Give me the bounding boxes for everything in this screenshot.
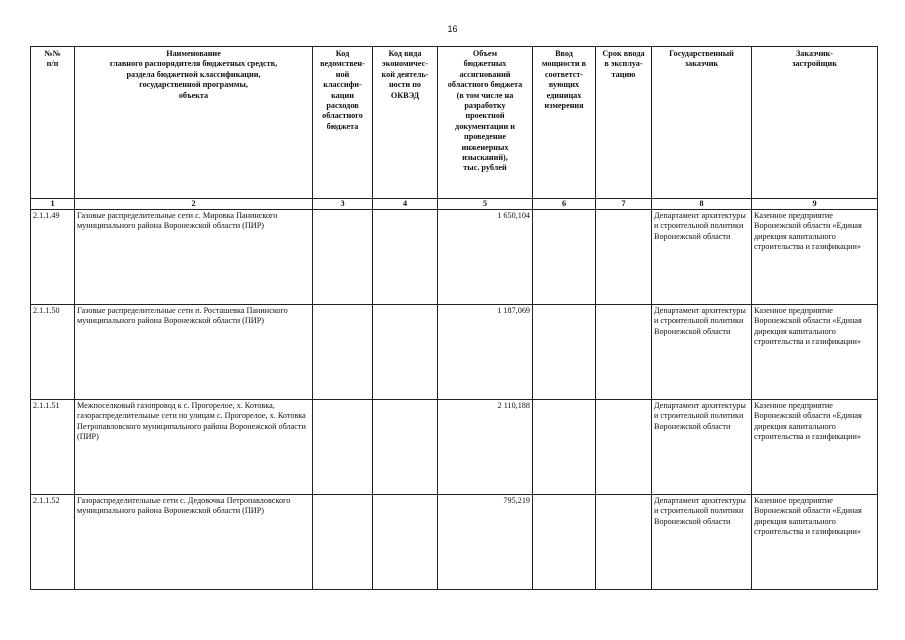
header-text-line: измерения	[544, 101, 584, 111]
row-number-cell: 2.1.1.50	[31, 305, 75, 400]
code-okved-cell	[373, 400, 438, 495]
column-number: 7	[596, 199, 652, 210]
commissioning-term-cell	[596, 400, 652, 495]
column-number: 9	[752, 199, 878, 210]
header-cell-name	[75, 47, 313, 199]
header-text-line: ОКВЭД	[390, 90, 420, 100]
header-text-line: государственной программы,	[139, 80, 248, 90]
commissioning-term-cell	[596, 305, 652, 400]
header-text-line: классифи-	[323, 80, 362, 90]
header-text-line: экономичес-	[382, 59, 428, 69]
column-number: 3	[313, 199, 373, 210]
budget-amount-cell: 795,219	[438, 495, 533, 590]
code-okved-cell	[373, 210, 438, 305]
header-text-line: ведомствен-	[320, 59, 365, 69]
column-number: 6	[533, 199, 596, 210]
header-text-line: застройщик	[792, 59, 837, 69]
header-text-line: документации и	[455, 121, 515, 131]
header-row	[31, 47, 878, 199]
code-vedom-cell	[313, 400, 373, 495]
header-cell-capacity	[533, 47, 596, 199]
developer-customer-cell: Казенное предприятие Воронежской области «Единая дирекция капитального строительства и газификации»	[752, 210, 878, 305]
header-cell-num	[31, 47, 75, 199]
code-okved-cell	[373, 305, 438, 400]
state-customer-cell: Департамент архитектуры и строительной политики Воронежской области	[652, 210, 752, 305]
state-customer-cell: Департамент архитектуры и строительной политики Воронежской области	[652, 400, 752, 495]
header-text-line: мощности в	[541, 59, 587, 69]
header-text-line: тацию	[611, 69, 636, 79]
header-text-line: областного	[322, 111, 363, 121]
header-cell-code-vedom	[313, 47, 373, 199]
budget-amount-cell: 1 187,069	[438, 305, 533, 400]
header-text-line: Код	[335, 49, 350, 58]
table-row	[31, 305, 878, 400]
code-vedom-cell	[313, 495, 373, 590]
header-text-line: изысканий),	[462, 153, 508, 163]
header-cell-developer	[752, 47, 878, 199]
column-number-row	[31, 199, 878, 210]
commissioning-term-cell	[596, 495, 652, 590]
code-vedom-cell	[313, 305, 373, 400]
header-text-line: кой деятель-	[381, 69, 429, 79]
code-vedom-cell	[313, 210, 373, 305]
object-name-cell: Межпоселковый газопровод к с. Прогорелое, х. Котовка, газораспределительные сети по улицам с. Прогорелое, х. Котовка Петропавловского муниципального района Воронежской области (ПИР)	[75, 400, 313, 495]
capacity-cell	[533, 210, 596, 305]
header-text-line: тыс. рублей	[463, 163, 507, 173]
header-text-line: ассигнований	[459, 69, 511, 79]
header-text-line: Ввод	[555, 49, 573, 58]
column-number: 5	[438, 199, 533, 210]
header-text-line: заказчик	[684, 59, 719, 69]
header-text-line: разработку	[464, 101, 506, 111]
header-text-line: Наименование	[166, 49, 221, 58]
object-name-cell: Газораспределительные сети с. Дедовочка Петропавловского муниципального района Воронежской области (ПИР)	[75, 495, 313, 590]
column-number: 2	[75, 199, 313, 210]
header-text-line: проведение	[464, 132, 506, 142]
header-text-line: Государственный	[669, 49, 734, 58]
commissioning-term-cell	[596, 210, 652, 305]
budget-amount-cell: 2 110,188	[438, 400, 533, 495]
header-text-line: вующих	[548, 80, 580, 90]
header-text-line: п/п	[46, 59, 59, 69]
state-customer-cell: Департамент архитектуры и строительной политики Воронежской области	[652, 495, 752, 590]
header-text-line: бюджетных	[463, 59, 507, 69]
state-customer-cell: Департамент архитектуры и строительной политики Воронежской области	[652, 305, 752, 400]
page-number: 16	[447, 24, 458, 34]
column-number: 8	[652, 199, 752, 210]
header-text-line: раздела бюджетной классификации,	[126, 69, 261, 79]
capacity-cell	[533, 400, 596, 495]
capacity-cell	[533, 305, 596, 400]
table-row	[31, 210, 878, 305]
header-text-line: бюджета	[326, 121, 359, 131]
row-number-cell: 2.1.1.52	[31, 495, 75, 590]
header-text-line: Заказчик-	[795, 49, 833, 58]
column-number: 4	[373, 199, 438, 210]
header-text-line: областного бюджета	[447, 80, 523, 90]
object-name-cell: Газовые распределительные сети п. Росташевка Панинского муниципального района Воронежской области (ПИР)	[75, 305, 313, 400]
row-number-cell: 2.1.1.49	[31, 210, 75, 305]
table-body	[31, 210, 878, 590]
header-text-line: главного распорядителя бюджетных средств,	[109, 59, 278, 69]
header-text-line: Код вида	[388, 49, 422, 58]
header-text-line: расходов	[326, 101, 359, 111]
header-text-line: соответст-	[544, 69, 584, 79]
budget-amount-cell: 1 650,104	[438, 210, 533, 305]
developer-customer-cell: Казенное предприятие Воронежской области «Единая дирекция капитального строительства и газификации»	[752, 400, 878, 495]
header-text-line: единицах	[546, 90, 582, 100]
table-row	[31, 400, 878, 495]
developer-customer-cell: Казенное предприятие Воронежской области «Единая дирекция капитального строительства и газификации»	[752, 305, 878, 400]
row-number-cell: 2.1.1.51	[31, 400, 75, 495]
header-text-line: инженерных	[461, 142, 509, 152]
developer-customer-cell: Казенное предприятие Воронежской области «Единая дирекция капитального строительства и газификации»	[752, 495, 878, 590]
header-text-line: ной	[335, 69, 350, 79]
header-text-line: кации	[331, 90, 354, 100]
header-cell-customer	[652, 47, 752, 199]
header-text-line: проектной	[465, 111, 505, 121]
column-number: 1	[31, 199, 75, 210]
budget-table	[30, 46, 878, 590]
header-text-line: (в том числе на	[456, 90, 514, 100]
header-cell-term	[596, 47, 652, 199]
header-text-line: Объем	[472, 49, 498, 58]
table-row	[31, 495, 878, 590]
header-text-line: Срок ввода	[602, 49, 645, 58]
header-text-line: №№	[44, 49, 61, 58]
header-text-line: объекта	[178, 90, 209, 100]
header-cell-amount	[438, 47, 533, 199]
object-name-cell: Газовые распределительные сети с. Мировка Панинского муниципального района Воронежской области (ПИР)	[75, 210, 313, 305]
header-text-line: ности по	[388, 80, 422, 90]
header-cell-code-okved	[373, 47, 438, 199]
header-text-line: в эксплуа-	[604, 59, 643, 69]
code-okved-cell	[373, 495, 438, 590]
capacity-cell	[533, 495, 596, 590]
